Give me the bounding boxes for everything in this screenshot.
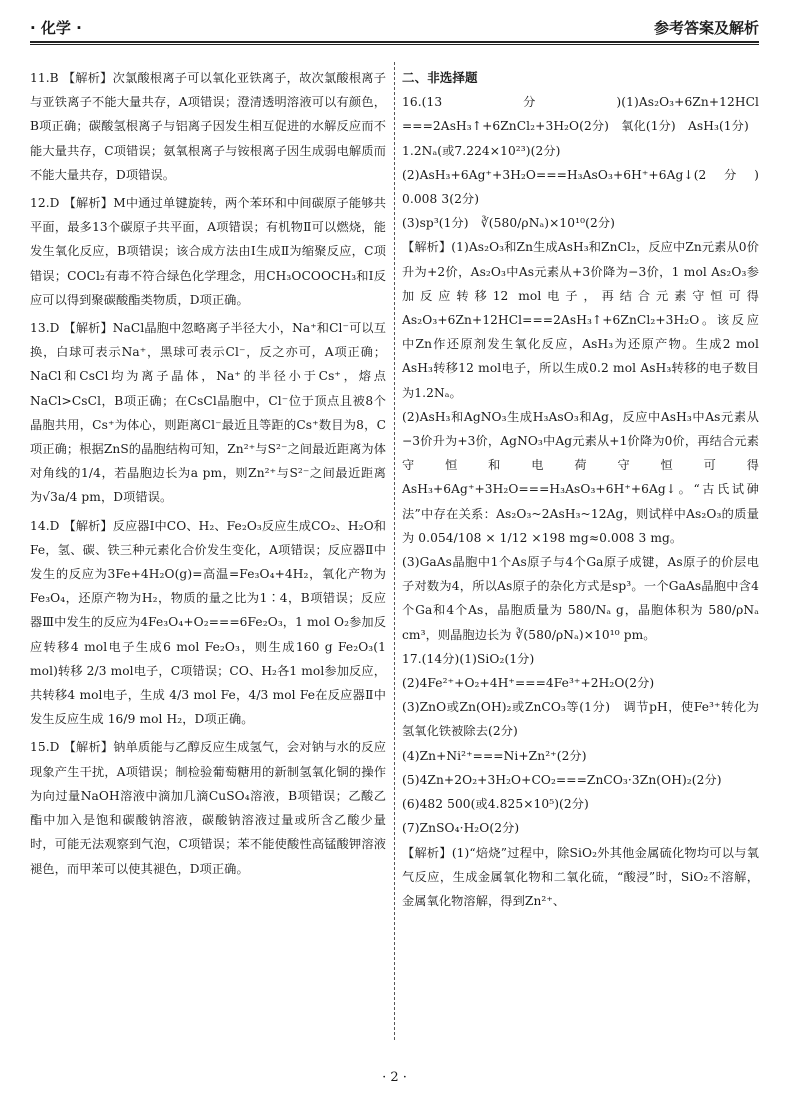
section-heading: 二、非选择题 (402, 70, 478, 85)
analysis-16-2: (2)AsH₃和AgNO₃生成H₃AsO₃和Ag，反应中AsH₃中As元素从−3价升为+3价，AgNO₃中Ag元素从+1价降为0价，再结合元素守恒和电荷守恒可得AsH₃+6Ag⁺+3H₂O===H₃AsO₃+6H⁺+6Ag↓。“古氏试砷法”中存在关系：As₂O₃~2AsH₃~12Ag，则试样中As₂O₃的质量为 0.054/108 × 1/12 ×198 mg≈0.008 3 mg。 (402, 409, 759, 545)
header-rule (30, 41, 759, 43)
answer-16-part3: (3)sp³(1分) ∛(580/ρNₐ)×10¹⁰(2分) (402, 216, 615, 231)
page-header (30, 12, 759, 38)
answer-17-5: (5)4Zn+2O₂+3H₂O+CO₂===ZnCO₃·3Zn(OH)₂(2分) (402, 772, 722, 787)
answer-17-3: (3)ZnO或Zn(OH)₂或ZnCO₃等(1分) 调节pH，使Fe³⁺转化为氢氧化铁被除去(2分) (402, 700, 759, 739)
header-title: 参考答案及解析 (653, 19, 759, 37)
answer-17-2: (2)4Fe²⁺+O₂+4H⁺===4Fe³⁺+2H₂O(2分) (402, 676, 655, 691)
answer-17-4: (4)Zn+Ni²⁺===Ni+Zn²⁺(2分) (402, 748, 587, 763)
answer-11: 11.B 【解析】次氯酸根离子可以氧化亚铁离子，故次氯酸根离子与亚铁离子不能大量共存，A项错误；澄清透明溶液可以有颜色，B项正确；碳酸氢根离子与铝离子因发生相互促进的水解反应而不能大量共存，C项错误；氨氧根离子与铵根离子因生成弱电解质而不能大量共存，D项错误。 (30, 71, 386, 182)
header-rule-thin (30, 44, 759, 45)
analysis-16-3: (3)GaAs晶胞中1个As原子与4个Ga原子成键，As原子的价层电子对数为4，所以As原子的杂化方式是sp³。一个GaAs晶胞中含4个Ga和4个As，晶胞质量为 580/Nₐ g，晶胞体积为 580/ρNₐ cm³，则晶胞边长为 ∛(580/ρNₐ)×10¹⁰ pm。 (402, 555, 759, 642)
answer-15: 15.D 【解析】钠单质能与乙醇反应生成氢气，会对钠与水的反应现象产生干扰，A项错误；制检验葡萄糖用的新制氢氧化铜的操作为向过量NaOH溶液中滴加几滴CuSO₄溶液，B项错误；乙酸乙酯中加入是饱和碳酸钠溶液，碳酸钠溶液过量或所含乙酸少量时，可能无法观察到气泡，C项错误；苯不能使酸性高锰酸钾溶液褪色，而甲苯可以使其褪色，D项正确。 (30, 740, 386, 876)
answer-17-1: 17.(14分)(1)SiO₂(1分) (402, 651, 535, 666)
answer-16-part1b: 1.2Nₐ(或7.224×10²³)(2分) (402, 143, 561, 158)
answer-16-part2: (2)AsH₃+6Ag⁺+3H₂O===H₃AsO₃+6H⁺+6Ag↓(2分) 0.008 3(2分) (402, 167, 772, 207)
right-column (402, 66, 772, 913)
answer-14: 14.D 【解析】反应器Ⅰ中CO、H₂、Fe₂O₃反应生成CO₂、H₂O和Fe，氢、碳、铁三种元素化合价发生变化，A项错误；反应器Ⅱ中发生的反应为3Fe+4H₂O(g)=高温=Fe₃O₄+4H₂，氧化产物为Fe₃O₄，还原产物为H₂，物质的量之比为1∶4，B项错误；反应器Ⅲ中发生的反应为4Fe₃O₄+O₂===6Fe₂O₃，1 mol O₂参加反应转移4 mol电子生成6 mol Fe₂O₃，则生成160 g Fe₂O₃(1 mol)转移 2/3 mol电子，C项错误；CO、H₂各1 mol参加反应，共转移4 mol电子，生成 4/3 mol Fe，4/3 mol Fe在反应器Ⅱ中发生反应生成 16/9 mol H₂，D项正确。 (30, 518, 386, 727)
answer-17-6: (6)482 500(或4.825×10⁵)(2分) (402, 797, 589, 812)
page-number: · 2 · (382, 1070, 407, 1085)
answer-16-part1: 16.(13分)(1)As₂O₃+6Zn+12HCl ===2AsH₃↑+6ZnCl₂+3H₂O(2分) 氧化(1分) AsH₃(1分) (402, 95, 759, 134)
analysis-17: 【解析】(1)“焙烧”过程中，除SiO₂外其他金属硫化物均可以与氧气反应，生成金属氧化物和二氧化硫，“酸浸”时，SiO₂不溶解，金属氧化物溶解，得到Zn²⁺、 (402, 845, 759, 908)
analysis-16-1: 【解析】(1)As₂O₃和Zn生成AsH₃和ZnCl₂，反应中Zn元素从0价升为+2价，As₂O₃中As元素从+3价降为−3价，1 mol As₂O₃参加反应转移12 mol电子，再结合元素守恒可得As₂O₃+6Zn+12HCl===2AsH₃↑+6ZnCl₂+3H₂O。该反应中Zn作还原剂发生氧化反应，AsH₃为还原产物。生成2 mol AsH₃转移12 mol电子，所以生成0.2 mol AsH₃转移的电子数目为1.2Nₐ。 (402, 240, 759, 400)
answer-17-7: (7)ZnSO₄·H₂O(2分) (402, 821, 520, 836)
subject-label: · 化学 · (30, 19, 82, 37)
left-column (30, 66, 386, 881)
answer-13: 13.D 【解析】NaCl晶胞中忽略离子半径大小，Na⁺和Cl⁻可以互换，白球可表示Na⁺，黑球可表示Cl⁻，反之亦可，A项正确；NaCl和CsCl均为离子晶体，Na⁺的半径小于Cs⁺，熔点NaCl>CsCl，B项正确；在CsCl晶胞中，Cl⁻位于顶点且被8个晶胞共用，Cs⁺为体心，则距离Cl⁻最近且等距的Cs⁺数目为8，C项正确；根据ZnS的晶胞结构可知，Zn²⁺与S²⁻之间最近距离为体对角线的1/4，若晶胞边长为a pm，则Zn²⁺与S²⁻之间最近距离为√3a/4 pm，D项错误。 (30, 321, 386, 505)
column-divider (394, 62, 395, 1040)
answer-12: 12.D 【解析】M中通过单键旋转，两个苯环和中间碳原子能够共平面，最多13个碳原子共平面，A项错误；有机物Ⅱ可以燃烧，能发生氧化反应，B项错误；该合成方法由Ⅰ生成Ⅱ为缩聚反应，C项错误；COCl₂有毒不符合绿色化学理念，用CH₃OCOOCH₃和Ⅰ反应可以得到聚碳酸酯类物质，D项正确。 (30, 196, 386, 307)
